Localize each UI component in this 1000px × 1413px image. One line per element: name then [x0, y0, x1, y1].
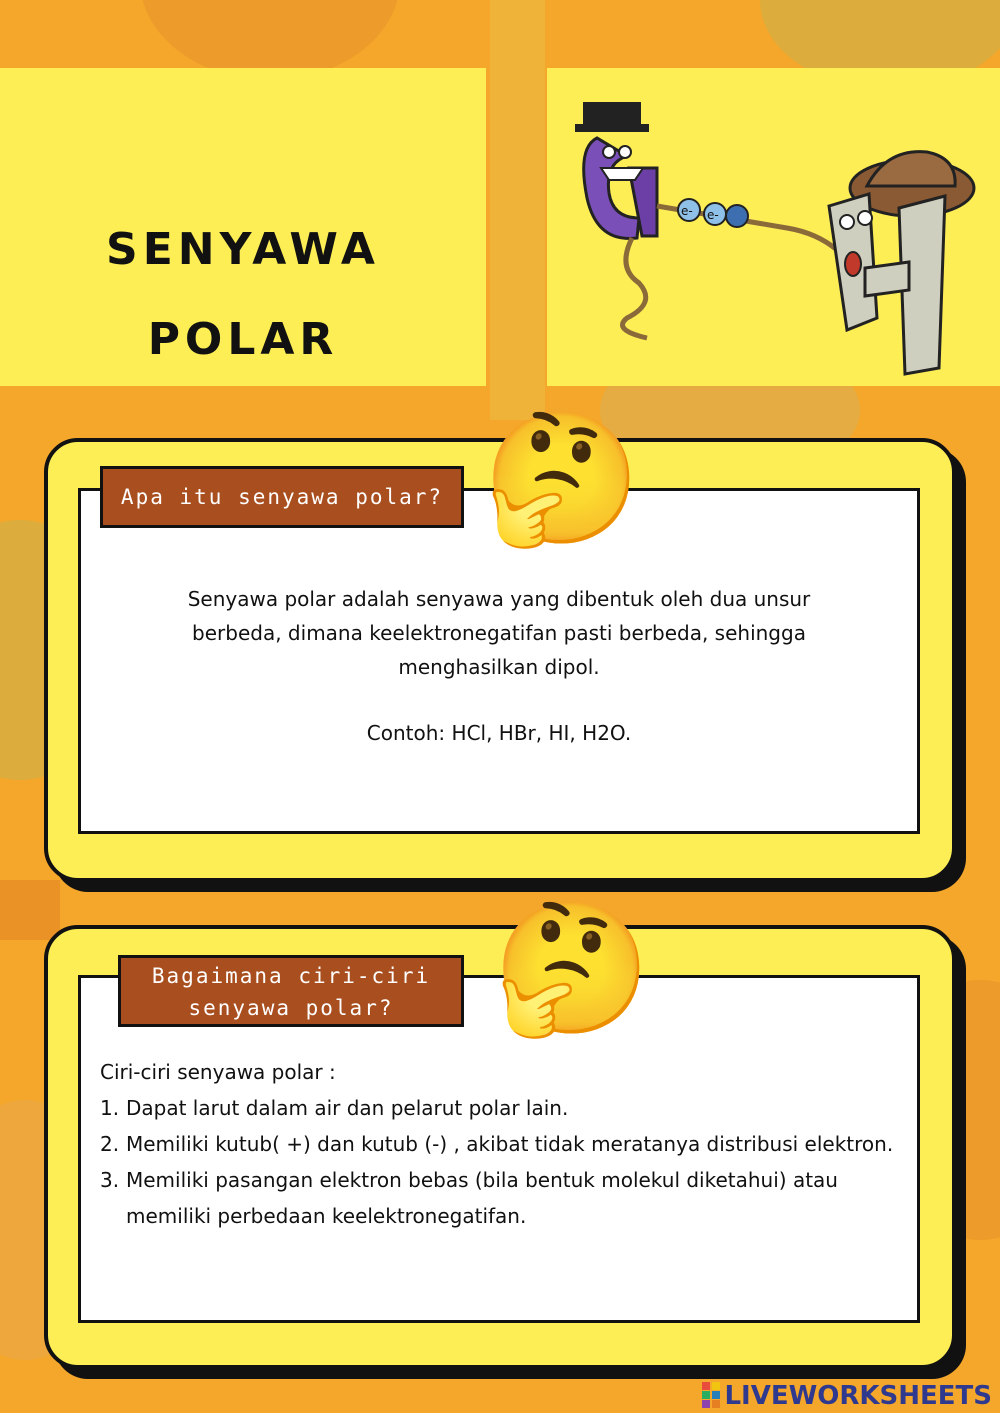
hydrogen-character-icon — [829, 152, 974, 374]
list-item-number: 3. — [100, 1168, 120, 1192]
definition-line: Senyawa polar adalah senyawa yang dibentuk oleh dua unsur — [187, 587, 811, 611]
liveworksheets-watermark — [702, 1381, 992, 1411]
illustration-panel — [547, 68, 1000, 386]
list-item-text: Dapat larut dalam air dan pelarut polar lain. — [126, 1096, 569, 1120]
cl-h-tug-of-war-illustration — [547, 68, 1000, 386]
characteristics-text — [100, 1054, 910, 1234]
definition-line: berbeda, dimana keelektronegatifan pasti berbeda, sehingga — [192, 621, 806, 645]
example-text: Contoh: HCl, HBr, HI, H2O. — [366, 721, 632, 745]
list-item — [100, 1162, 910, 1234]
list-item — [100, 1090, 910, 1126]
list-item-text: Memiliki kutub( +) dan kutub (-) , akibat tidak meratanya distribusi elektron. — [126, 1132, 894, 1156]
background-stripe — [490, 0, 545, 420]
thinking-face-icon: 🤔 — [492, 895, 652, 1044]
characteristics-label-line1: Bagaimana ciri-ciri — [151, 964, 431, 988]
definition-label: Apa itu senyawa polar? — [100, 466, 464, 528]
characteristics-label-line2: senyawa polar? — [188, 996, 394, 1020]
chlorine-character-icon — [575, 102, 657, 338]
thinking-face-icon: 🤔 — [482, 405, 642, 554]
svg-text:e-: e- — [707, 208, 719, 222]
watermark-text: LIVEWORKSHEETS — [724, 1381, 992, 1411]
definition-text — [118, 582, 880, 750]
characteristics-label — [118, 955, 464, 1027]
characteristics-intro: Ciri-ciri senyawa polar : — [100, 1060, 336, 1084]
title-panel — [0, 68, 486, 386]
list-item — [100, 1126, 910, 1162]
background-stripe — [0, 880, 60, 940]
characteristics-list — [100, 1090, 910, 1234]
list-item-number: 1. — [100, 1096, 120, 1120]
page-title-line1: SENYAWA — [106, 224, 380, 275]
svg-text:e-: e- — [681, 204, 693, 218]
liveworksheets-logo-icon — [702, 1382, 720, 1408]
definition-line: menghasilkan dipol. — [398, 655, 600, 679]
list-item-text: Memiliki pasangan elektron bebas (bila bentuk molekul diketahui) atau memiliki perbedaan keelektronegatifan. — [126, 1168, 838, 1228]
list-item-number: 2. — [100, 1132, 120, 1156]
page-title-line2: POLAR — [147, 314, 339, 365]
